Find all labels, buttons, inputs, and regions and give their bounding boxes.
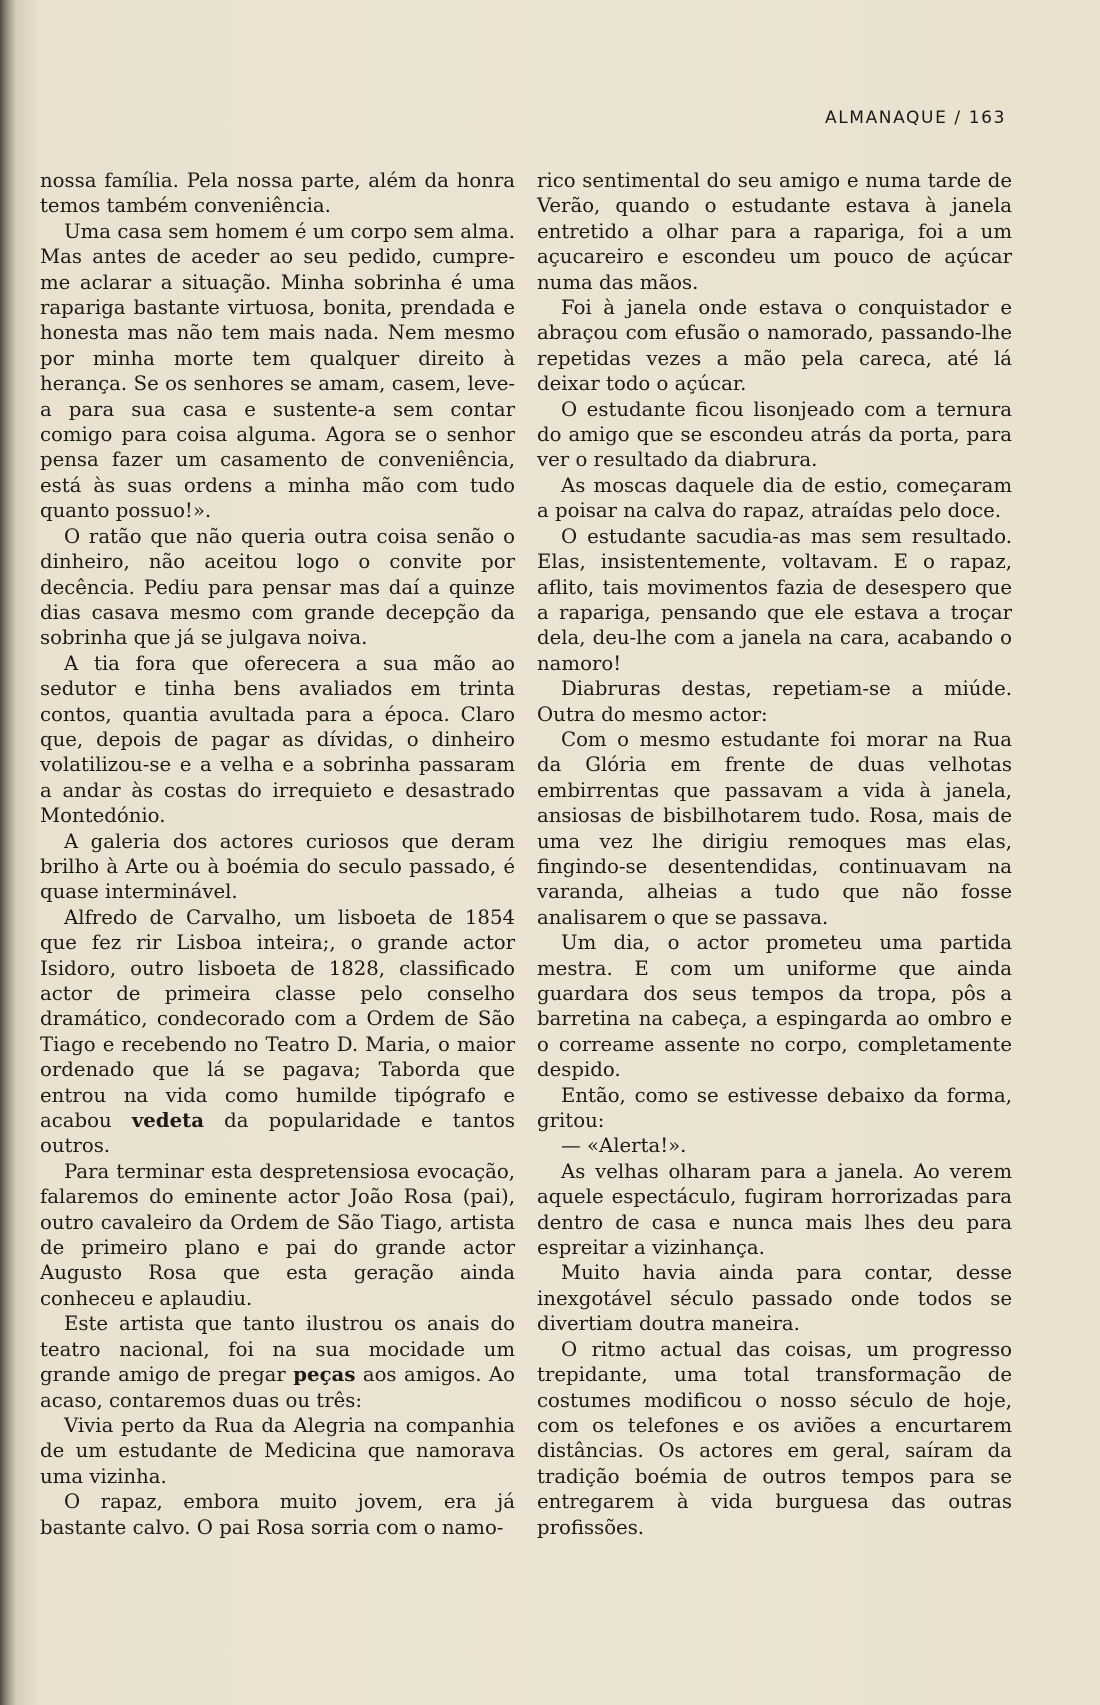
paragraph: Para terminar esta despretensiosa evocação, falaremos do eminente actor João Rosa (pai), outro cavaleiro da Ordem de São Tiago, artista de primeiro plano e pai do grande actor Augusto Rosa que esta geração ainda conheceu e aplaudiu. [40,1159,515,1310]
paragraph: rico sentimental do seu amigo e numa tarde de Verão, quando o estudante estava à janela entretido a olhar para a rapariga, foi a um açucareiro e escondeu um pouco de açúcar numa das mãos. [537,169,1012,294]
paragraph: Então, como se estivesse debaixo da forma, gritou: [537,1083,1012,1133]
paragraph: Este artista que tanto ilustrou os anais do teatro nacional, foi na sua mocidade um grande amigo de pregar peças aos amigos. Ao acaso, contaremos duas ou três: [40,1312,516,1412]
paragraph: O rapaz, embora muito jovem, era já bastante calvo. O pai Rosa sorria com o namo- [40,1490,515,1539]
paragraph: Com o mesmo estudante foi morar na Rua da Glória em frente de duas velhotas embirrentas que passavam a vida à janela, ansiosas de bisbilhotarem tudo. Rosa, mais de uma vez lhe dirigiu remoques mas elas, fingindo-se desentendidas, continuavam na varanda, alheias a tudo que não fosse analisarem o que se passava. [537,727,1012,929]
paragraph: nossa família. Pela nossa parte, além da honra temos também conveniência. [40,169,515,218]
running-head: ALMANAQUE / 163 [825,108,1006,128]
paragraph: As velhas olharam para a janela. Ao verem aquele espectáculo, fugiram horrorizadas para dentro de casa e nunca mais lhes deu para espreitar a vizinhança. [537,1159,1012,1260]
paragraph: Vivia perto da Rua da Alegria na companhia de um estudante de Medicina que namorava uma vizinha. [40,1413,515,1488]
paragraph: O estudante sacudia-as mas sem resultado. Elas, insistentemente, voltavam. E o rapaz, aflito, tais movimentos fazia de desespero que a rapariga, pensando que ele estava a troçar dela, deu-lhe com a janela na cara, acabando o namoro! [537,524,1012,675]
left-column [40,168,515,1540]
right-column [537,168,1012,1540]
paragraph: O estudante ficou lisonjeado com a ternura do amigo que se escondeu atrás da porta, para ver o resultado da diabrura. [537,397,1012,472]
paragraph: A galeria dos actores curiosos que deram brilho à Arte ou à boémia do seculo passado, é quase interminável. [40,829,515,904]
paragraph: A tia fora que oferecera a sua mão ao sedutor e tinha bens avaliados em trinta contos, quantia avultada para a época. Claro que, depois de pagar as dívidas, o dinheiro volatilizou-se e a velha e a sobrinha passaram a andar às costas do irrequieto e desastrado Montedónio. [40,651,515,828]
paragraph: Uma casa sem homem é um corpo sem alma. Mas antes de aceder ao seu pedido, cumpre-me aclarar a situação. Minha sobrinha é uma rapariga bastante virtuosa, bonita, prendada e honesta mas não tem mais nada. Nem mesmo por minha morte tem qualquer direito à herança. Se os senhores se amam, casem, leve-a para sua casa e sustente-a sem contar comigo para coisa alguma. Agora se o senhor pensa fazer um casamento de conveniência, está às suas ordens a minha mão com tudo quanto possuo!». [40,219,515,523]
paragraph: As moscas daquele dia de estio, começaram a poisar na calva do rapaz, atraídas pelo doce. [537,473,1012,523]
paragraph: O ratão que não queria outra coisa senão o dinheiro, não aceitou logo o convite por decência. Pediu para pensar mas daí a quinze dias casava mesmo com grande decepção da sobrinha que já se julgava noiva. [40,524,515,650]
paragraph: Foi à janela onde estava o conquistador e abraçou com efusão o namorado, passando-lhe repetidas vezes a mão pela careca, até lá deixar todo o açúcar. [537,296,1012,396]
paragraph: Diabruras destas, repetiam-se a miúde. Outra do mesmo actor: [537,677,1012,726]
paragraph: Um dia, o actor prometeu uma partida mestra. E com um uniforme que ainda guardara dos seus tempos da tropa, pôs a barretina na cabeça, a espingarda ao ombro e o correame assente no corpo, completamente despido. [537,931,1012,1082]
paragraph: Muito havia ainda para contar, desse inexgotável século passado onde todos se divertiam doutra maneira. [537,1261,1012,1336]
paragraph: O ritmo actual das coisas, um progresso trepidante, uma total transformação de costumes modificou o nosso século de hoje, com os telefones e os aviões a encurtarem distâncias. Os actores em geral, saíram da tradição boémia de outros tempos para se entregarem à vida burguesa das outras profissões. [537,1337,1012,1539]
paragraph: Alfredo de Carvalho, um lisboeta de 1854 que fez rir Lisboa inteira;, o grande actor Isidoro, outro lisboeta de 1828, classificado actor de primeira classe pelo conselho dramático, condecorado com a Ordem de São Tiago e recebendo no Teatro D. Maria, o maior ordenado que lá se pagava; Taborda que entrou na vida como humilde tipógrafo e acabou vedeta da popularidade e tantos outros. [40,905,515,1158]
paragraph: — «Alerta!». [561,1134,687,1158]
